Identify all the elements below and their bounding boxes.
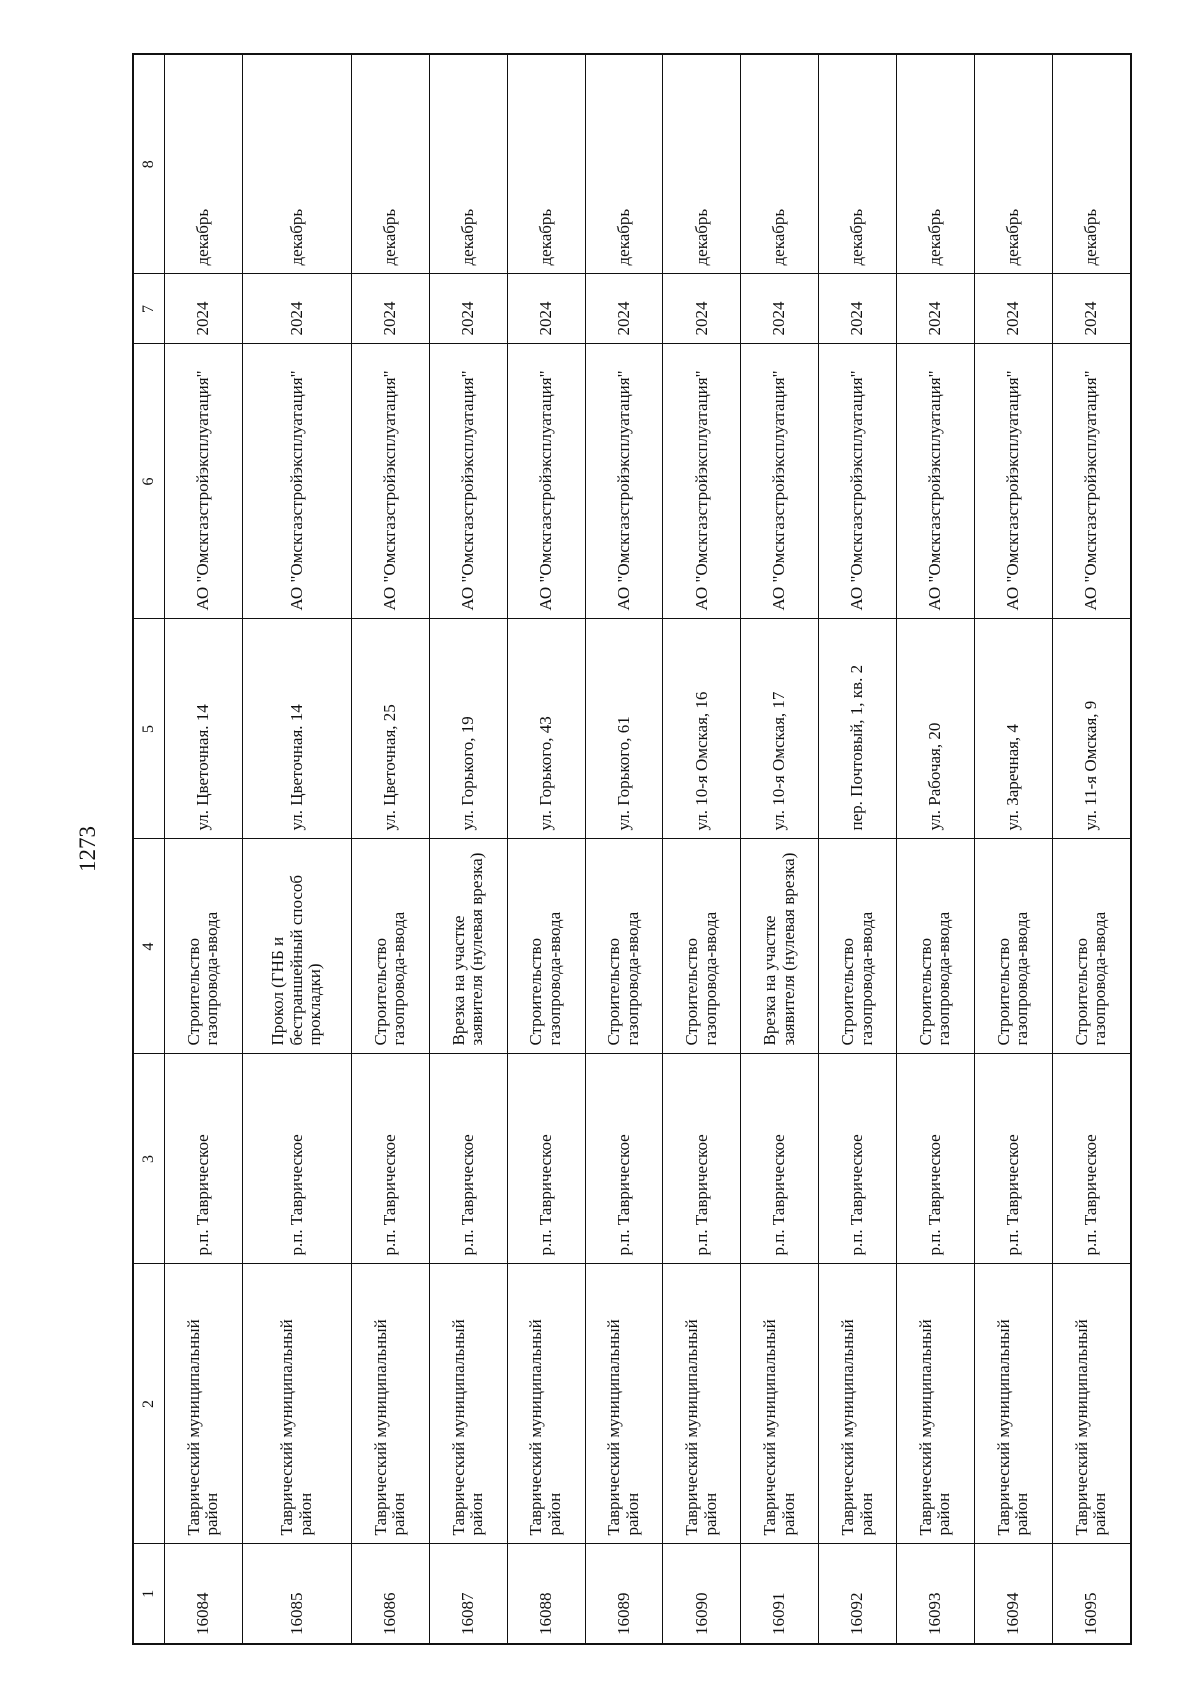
address-cell: пер. Почтовый, 1, кв. 2 [819, 619, 897, 839]
year-cell: 2024 [165, 274, 243, 344]
address-cell: ул. Рабочая, 20 [896, 619, 974, 839]
locality-cell: р.п. Таврическое [507, 1054, 585, 1264]
month-cell: декабрь [741, 54, 819, 274]
month-cell: декабрь [819, 54, 897, 274]
organization-cell: АО "Омскгазстройэксплуатация" [165, 344, 243, 619]
work-type-cell: Строительство газопровода-ввода [819, 839, 897, 1054]
record-number-cell: 16094 [974, 1544, 1052, 1644]
address-cell: ул. 11-я Омская, 9 [1052, 619, 1131, 839]
organization-cell: АО "Омскгазстройэксплуатация" [974, 344, 1052, 619]
work-type-cell: Строительство газопровода-ввода [1052, 839, 1131, 1054]
column-header: 3 [133, 1054, 165, 1264]
column-header: 7 [133, 274, 165, 344]
column-header: 1 [133, 1544, 165, 1644]
work-type-cell: Строительство газопровода-ввода [352, 839, 430, 1054]
month-cell: декабрь [507, 54, 585, 274]
work-type-cell: Прокол (ГНБ и бестраншейный способ прокладки) [242, 839, 351, 1054]
work-type-cell: Строительство газопровода-ввода [507, 839, 585, 1054]
locality-cell: р.п. Таврическое [974, 1054, 1052, 1264]
table-row [242, 54, 351, 1644]
work-type-cell: Строительство газопровода-ввода [974, 839, 1052, 1054]
table-row [585, 54, 663, 1644]
month-cell: декабрь [242, 54, 351, 274]
table-row [165, 54, 243, 1644]
address-cell: ул. Цветочная. 14 [165, 619, 243, 839]
address-cell: ул. 10-я Омская, 17 [741, 619, 819, 839]
work-type-cell: Строительство газопровода-ввода [165, 839, 243, 1054]
locality-cell: р.п. Таврическое [165, 1054, 243, 1264]
year-cell: 2024 [819, 274, 897, 344]
work-type-cell: Врезка на участке заявителя (нулевая врезка) [741, 839, 819, 1054]
registry-table [132, 53, 1132, 1645]
address-cell: ул. Цветочная, 25 [352, 619, 430, 839]
month-cell: декабрь [352, 54, 430, 274]
district-cell: Таврический муниципальный район [352, 1264, 430, 1544]
organization-cell: АО "Омскгазстройэксплуатация" [663, 344, 741, 619]
column-header: 8 [133, 54, 165, 274]
month-cell: декабрь [974, 54, 1052, 274]
year-cell: 2024 [242, 274, 351, 344]
month-cell: декабрь [429, 54, 507, 274]
record-number-cell: 16095 [1052, 1544, 1131, 1644]
record-number-cell: 16084 [165, 1544, 243, 1644]
work-type-cell: Строительство газопровода-ввода [896, 839, 974, 1054]
year-cell: 2024 [896, 274, 974, 344]
record-number-cell: 16090 [663, 1544, 741, 1644]
district-cell: Таврический муниципальный район [896, 1264, 974, 1544]
table-row [663, 54, 741, 1644]
year-cell: 2024 [1052, 274, 1131, 344]
table-row [974, 54, 1052, 1644]
address-cell: ул. Горького, 61 [585, 619, 663, 839]
address-cell: ул. Цветочная. 14 [242, 619, 351, 839]
column-header: 6 [133, 344, 165, 619]
month-cell: декабрь [585, 54, 663, 274]
organization-cell: АО "Омскгазстройэксплуатация" [1052, 344, 1131, 619]
district-cell: Таврический муниципальный район [1052, 1264, 1131, 1544]
table-row [352, 54, 430, 1644]
record-number-cell: 16091 [741, 1544, 819, 1644]
organization-cell: АО "Омскгазстройэксплуатация" [429, 344, 507, 619]
column-header: 2 [133, 1264, 165, 1544]
table-row [896, 54, 974, 1644]
table-row [741, 54, 819, 1644]
address-cell: ул. 10-я Омская, 16 [663, 619, 741, 839]
locality-cell: р.п. Таврическое [1052, 1054, 1131, 1264]
address-cell: ул. Заречная, 4 [974, 619, 1052, 839]
month-cell: декабрь [1052, 54, 1131, 274]
record-number-cell: 16093 [896, 1544, 974, 1644]
locality-cell: р.п. Таврическое [819, 1054, 897, 1264]
district-cell: Таврический муниципальный район [507, 1264, 585, 1544]
district-cell: Таврический муниципальный район [585, 1264, 663, 1544]
locality-cell: р.п. Таврическое [242, 1054, 351, 1264]
month-cell: декабрь [896, 54, 974, 274]
registry-rows [165, 54, 1132, 1644]
year-cell: 2024 [974, 274, 1052, 344]
district-cell: Таврический муниципальный район [663, 1264, 741, 1544]
locality-cell: р.п. Таврическое [741, 1054, 819, 1264]
record-number-cell: 16085 [242, 1544, 351, 1644]
work-type-cell: Строительство газопровода-ввода [663, 839, 741, 1054]
page-number: 1273 [75, 826, 100, 872]
registry-sheet [132, 55, 1132, 1645]
district-cell: Таврический муниципальный район [242, 1264, 351, 1544]
organization-cell: АО "Омскгазстройэксплуатация" [819, 344, 897, 619]
column-number-row [133, 54, 165, 1644]
record-number-cell: 16089 [585, 1544, 663, 1644]
district-cell: Таврический муниципальный район [429, 1264, 507, 1544]
organization-cell: АО "Омскгазстройэксплуатация" [507, 344, 585, 619]
organization-cell: АО "Омскгазстройэксплуатация" [896, 344, 974, 619]
column-header: 4 [133, 839, 165, 1054]
organization-cell: АО "Омскгазстройэксплуатация" [741, 344, 819, 619]
work-type-cell: Строительство газопровода-ввода [585, 839, 663, 1054]
locality-cell: р.п. Таврическое [663, 1054, 741, 1264]
organization-cell: АО "Омскгазстройэксплуатация" [352, 344, 430, 619]
year-cell: 2024 [585, 274, 663, 344]
district-cell: Таврический муниципальный район [741, 1264, 819, 1544]
year-cell: 2024 [741, 274, 819, 344]
table-row [1052, 54, 1131, 1644]
year-cell: 2024 [507, 274, 585, 344]
district-cell: Таврический муниципальный район [819, 1264, 897, 1544]
month-cell: декабрь [663, 54, 741, 274]
table-row [429, 54, 507, 1644]
locality-cell: р.п. Таврическое [896, 1054, 974, 1264]
record-number-cell: 16088 [507, 1544, 585, 1644]
organization-cell: АО "Омскгазстройэксплуатация" [585, 344, 663, 619]
address-cell: ул. Горького, 19 [429, 619, 507, 839]
work-type-cell: Врезка на участке заявителя (нулевая врезка) [429, 839, 507, 1054]
district-cell: Таврический муниципальный район [974, 1264, 1052, 1544]
record-number-cell: 16086 [352, 1544, 430, 1644]
month-cell: декабрь [165, 54, 243, 274]
locality-cell: р.п. Таврическое [585, 1054, 663, 1264]
table-row [507, 54, 585, 1644]
year-cell: 2024 [352, 274, 430, 344]
year-cell: 2024 [429, 274, 507, 344]
locality-cell: р.п. Таврическое [429, 1054, 507, 1264]
locality-cell: р.п. Таврическое [352, 1054, 430, 1264]
address-cell: ул. Горького, 43 [507, 619, 585, 839]
record-number-cell: 16087 [429, 1544, 507, 1644]
year-cell: 2024 [663, 274, 741, 344]
record-number-cell: 16092 [819, 1544, 897, 1644]
district-cell: Таврический муниципальный район [165, 1264, 243, 1544]
organization-cell: АО "Омскгазстройэксплуатация" [242, 344, 351, 619]
column-header: 5 [133, 619, 165, 839]
table-row [819, 54, 897, 1644]
